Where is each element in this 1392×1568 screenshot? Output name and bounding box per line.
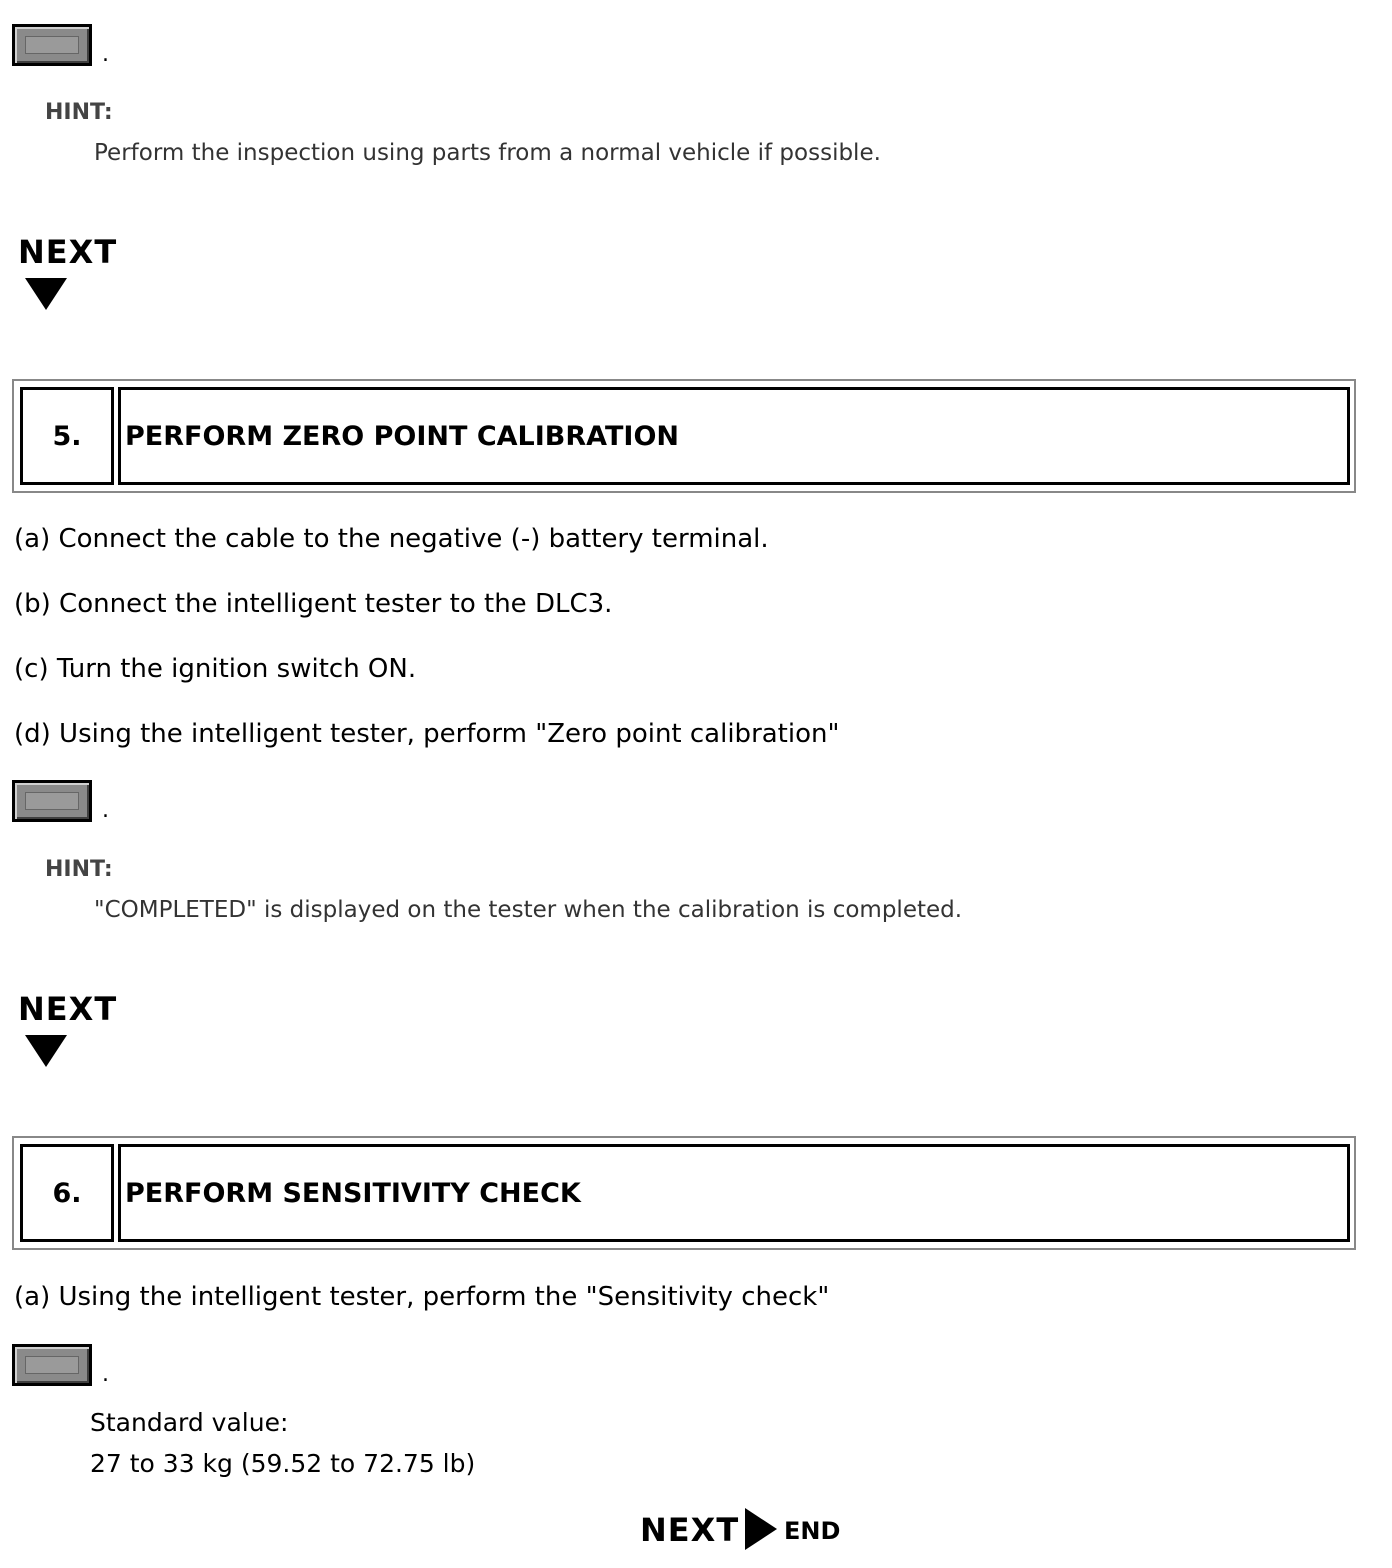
end-label: END <box>784 1517 841 1545</box>
step-6-instruction-a: (a) Using the intelligent tester, perform the "Sensitivity check" <box>14 1282 830 1312</box>
hint-label: HINT: <box>45 857 113 882</box>
hint-text: Perform the inspection using parts from a normal vehicle if possible. <box>94 140 881 166</box>
info-dot: . <box>102 1362 109 1387</box>
step-title: PERFORM SENSITIVITY CHECK <box>118 1144 1350 1242</box>
down-arrow-icon <box>25 278 67 310</box>
step-title: PERFORM ZERO POINT CALIBRATION <box>118 387 1350 485</box>
next-label: NEXT <box>18 233 118 271</box>
step-5-instruction-c: (c) Turn the ignition switch ON. <box>14 654 417 684</box>
info-dot: . <box>102 42 109 67</box>
next-label: NEXT <box>18 990 118 1028</box>
step-5-instruction-a: (a) Connect the cable to the negative (-) battery terminal. <box>14 524 769 554</box>
standard-value: 27 to 33 kg (59.52 to 72.75 lb) <box>90 1449 476 1478</box>
info-button[interactable] <box>12 1344 92 1386</box>
right-arrow-icon <box>745 1508 777 1550</box>
hint-label: HINT: <box>45 100 113 125</box>
info-dot: . <box>102 798 109 823</box>
standard-value-label: Standard value: <box>90 1408 289 1437</box>
step-header-6 <box>12 1136 1356 1250</box>
step-number: 6. <box>20 1144 114 1242</box>
info-button[interactable] <box>12 24 92 66</box>
step-header-5 <box>12 379 1356 493</box>
step-5-instruction-b: (b) Connect the intelligent tester to the DLC3. <box>14 589 613 619</box>
info-button[interactable] <box>12 780 92 822</box>
step-5-instruction-d: (d) Using the intelligent tester, perform "Zero point calibration" <box>14 719 840 749</box>
next-label: NEXT <box>640 1511 740 1549</box>
down-arrow-icon <box>25 1035 67 1067</box>
hint-text: "COMPLETED" is displayed on the tester when the calibration is completed. <box>94 897 963 923</box>
step-number: 5. <box>20 387 114 485</box>
